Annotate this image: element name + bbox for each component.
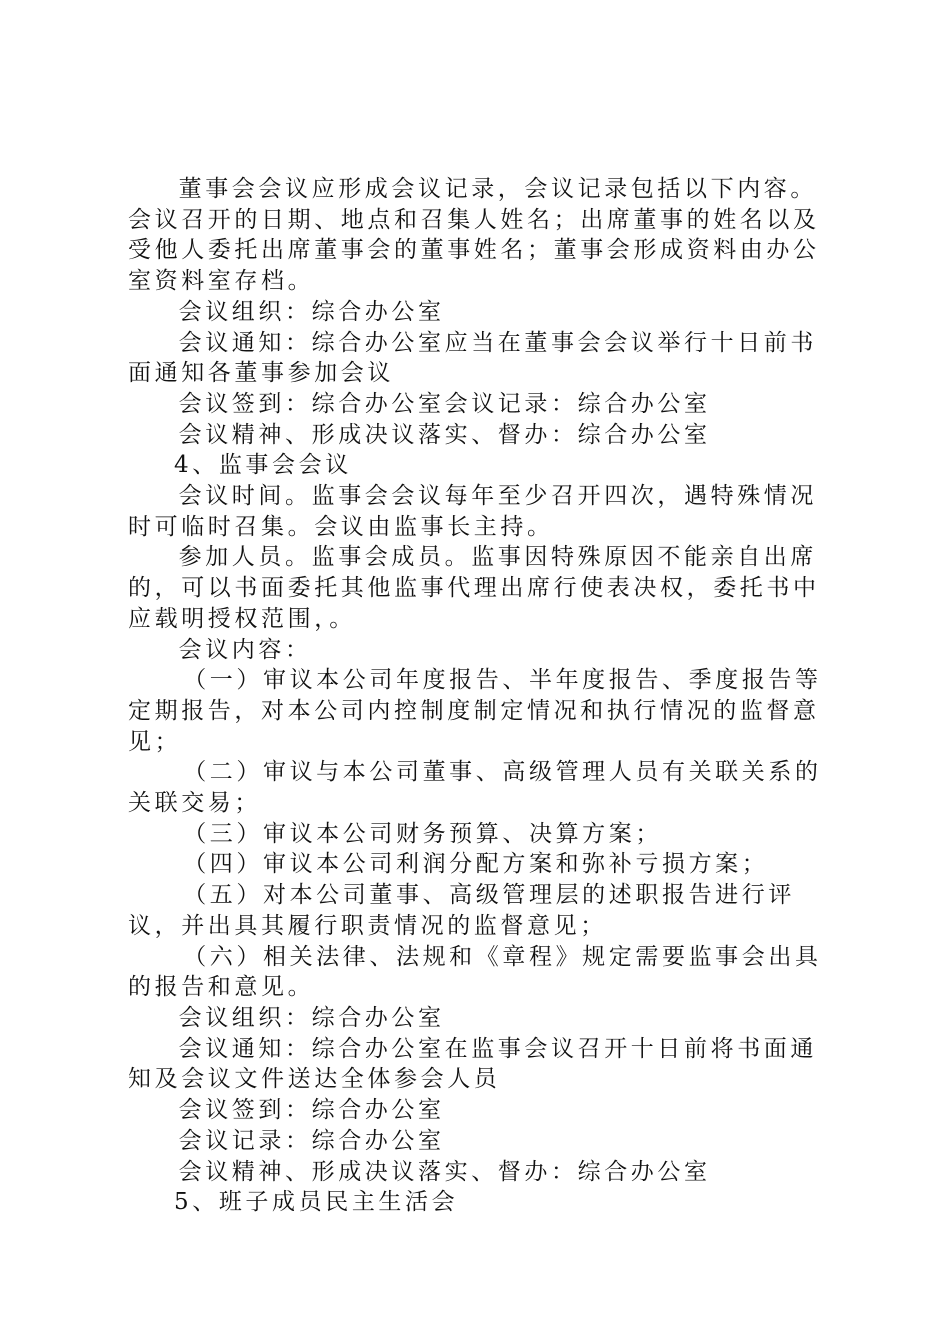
list-item-4: （四）审议本公司利润分配方案和弥补亏损方案； xyxy=(183,851,769,878)
paragraph-board-minutes: 董事会会议应形成会议记录，会议记录包括以下内容。会议召开的日期、地点和召集人姓名；出席董事的姓名以及受他人委托出席董事会的董事姓名；董事会形成资料由办公室资料室存档。 xyxy=(128,176,820,295)
list-item-3: （三）审议本公司财务预算、决算方案； xyxy=(183,820,662,847)
list-item-1: （一）审议本公司年度报告、半年度报告、季度报告等定期报告，对本公司内控制度制定情况和执行情况的监督意见； xyxy=(128,667,822,755)
paragraph-supervisory-organizer: 会议组织：综合办公室 xyxy=(178,1004,445,1031)
paragraph-meeting-content: 会议内容： xyxy=(178,636,312,663)
paragraph-board-signin-record: 会议签到：综合办公室会议记录：综合办公室 xyxy=(178,390,711,417)
paragraph-meeting-time: 会议时间。监事会会议每年至少召开四次，遇特殊情况时可临时召集。会议由监事长主持。 xyxy=(128,483,817,540)
document-body xyxy=(128,174,838,1218)
paragraph-supervisory-notice: 会议通知：综合办公室在监事会议召开十日前将书面通知及会议文件送达全体参会人员 xyxy=(128,1035,817,1093)
paragraph-board-notice: 会议通知：综合办公室应当在董事会会议举行十日前书面通知各董事参加会议 xyxy=(128,329,817,387)
paragraph-supervisory-resolution: 会议精神、形成决议落实、督办：综合办公室 xyxy=(178,1158,711,1185)
list-item-6: （六）相关法律、法规和《章程》规定需要监事会出具的报告和意见。 xyxy=(128,943,822,1001)
paragraph-board-organizer: 会议组织：综合办公室 xyxy=(178,298,445,325)
paragraph-board-resolution: 会议精神、形成决议落实、督办：综合办公室 xyxy=(178,421,711,448)
section-heading-supervisory-meeting: 4、监事会会议 xyxy=(174,452,352,479)
section-heading-democratic-life-meeting: 5、班子成员民主生活会 xyxy=(174,1189,459,1216)
paragraph-attendees: 参加人员。监事会成员。监事因特殊原因不能亲自出席的，可以书面委托其他监事代理出席行使表决权，委托书中应载明授权范围，。 xyxy=(128,544,820,632)
list-item-5: （五）对本公司董事、高级管理层的述职报告进行评议，并出具其履行职责情况的监督意见； xyxy=(128,882,795,939)
paragraph-supervisory-record: 会议记录：综合办公室 xyxy=(178,1127,445,1154)
list-item-2: （二）审议与本公司董事、高级管理人员有关联关系的关联交易； xyxy=(128,759,822,817)
paragraph-supervisory-signin: 会议签到：综合办公室 xyxy=(178,1097,445,1124)
